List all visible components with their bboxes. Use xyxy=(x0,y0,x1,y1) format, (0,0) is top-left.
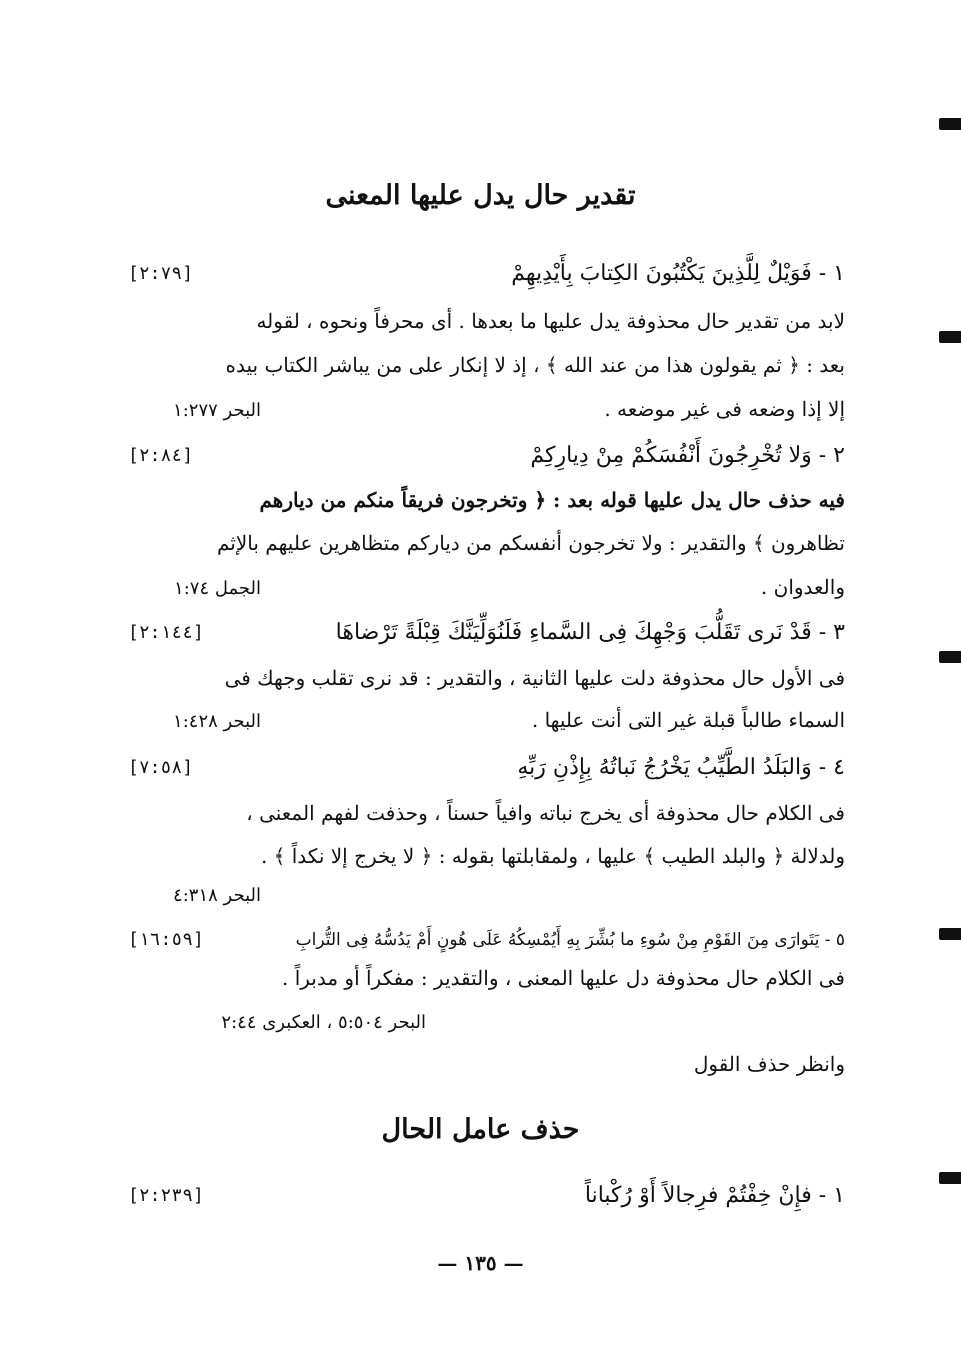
verse-reference: [٢:٨٤] xyxy=(128,445,194,466)
section-title: تقدير حال يدل عليها المعنى xyxy=(325,180,636,211)
verse-text: ٣ - قَدْ نَرى تَقَلُّبَ وَجْهِكَ فِى السَّماءِ فَلَنُوَلِّيَنَّكَ قِبْلَةً تَرْضاهَا xyxy=(335,620,845,645)
commentary-line: لابد من تقدير حال محذوفة يدل عليها ما بعدها . أى محرفاً ونحوه ، لقوله xyxy=(256,309,845,333)
entry-verse-row xyxy=(126,615,845,651)
binding-mark xyxy=(939,118,961,130)
entry-verse-row xyxy=(126,1178,845,1214)
verse-reference: [٢:٧٩] xyxy=(128,263,194,284)
commentary-line: بعد : ﴿ ثم يقولون هذا من عند الله ﴾ ، إذ لا إنكار على من يباشر الكتاب بيده xyxy=(225,353,845,377)
commentary-line: فيه حذف حال يدل عليها قوله بعد : ﴿ وتخرجون فريقاً منكم من ديارهم xyxy=(259,488,845,512)
commentary-line: فى الأول حال محذوفة دلت عليها الثانية ، والتقدير : قد نرى تقلب وجهك فى xyxy=(224,666,845,690)
verse-text: ٢ - وَلا تُخْرِجُونَ أَنْفُسَكُمْ مِنْ دِيارِكِمْ xyxy=(530,443,845,468)
binding-mark xyxy=(939,331,961,343)
commentary-line: ولدلالة ﴿ والبلد الطيب ﴾ عليها ، ولمقابلتها بقوله : ﴿ لا يخرج إلا نكداً ﴾ . xyxy=(260,844,845,868)
commentary-line: إلا إذا وضعه فى غير موضعه . xyxy=(604,397,845,421)
source-citation: البحر ٤:٣١٨ xyxy=(173,885,261,906)
source-citation: البحر ١:٤٢٨ xyxy=(173,711,261,732)
commentary-line: السماء طالباً قبلة غير التى أنت عليها . xyxy=(531,708,845,732)
commentary-line: فى الكلام حال محذوفة دل عليها المعنى ، والتقدير : مفكراً أو مدبراً . xyxy=(281,966,845,990)
commentary-line: فى الكلام حال محذوفة أى يخرج نباته وافياً حسناً ، وحذفت لفهم المعنى ، xyxy=(246,801,845,825)
verse-text: ٤ - وَالبَلَدُ الطَّيِّبُ يَخْرُجُ نَباتُهُ بِإِذْنِ رَبِّهِ xyxy=(517,755,845,780)
commentary-line: تظاهرون ﴾ والتقدير : ولا تخرجون أنفسكم من دياركم متظاهرين عليهم بالإثم xyxy=(216,531,845,555)
entry-verse-row xyxy=(126,750,845,786)
see-also-note: وانظر حذف القول xyxy=(693,1052,845,1076)
page-number: — ١٣٥ — xyxy=(437,1251,524,1275)
entry-verse-row xyxy=(126,922,845,958)
binding-mark xyxy=(939,651,961,663)
verse-reference: [٢:١٤٤] xyxy=(128,622,204,643)
source-citation: الجمل ١:٧٤ xyxy=(174,578,261,599)
entry-verse-row xyxy=(126,256,845,292)
verse-text: ١ - فَوَيْلٌ لِلَّذِينَ يَكْتُبُونَ الكِتابَ بِأَيْدِيهِمْ xyxy=(511,261,845,286)
entry-verse-row xyxy=(126,438,845,474)
section-title: حذف عامل الحال xyxy=(381,1114,580,1145)
verse-text: ٥ - يَتَوارَى مِنَ القَوْمِ مِنْ سُوءِ ما بُشِّرَ بِهِ أَيُمْسِكُهُ عَلَى هُونٍ أَمْ يَدُسُّهُ فِى التُّرابِ xyxy=(295,930,845,950)
binding-mark xyxy=(939,1172,961,1184)
verse-reference: [٧:٥٨] xyxy=(128,757,194,778)
binding-mark xyxy=(939,928,961,940)
source-citation: البحر ٥:٥٠٤ ، العكبرى ٢:٤٤ xyxy=(221,1012,426,1033)
verse-text: ١ - فإِنْ خِفْتُمْ فرِجالاً أَوْ رُكْباناً xyxy=(584,1183,845,1208)
verse-reference: [٢:٢٣٩] xyxy=(128,1185,204,1206)
commentary-line: والعدوان . xyxy=(760,575,845,599)
verse-reference: [١٦:٥٩] xyxy=(128,929,204,950)
source-citation: البحر ١:٢٧٧ xyxy=(173,400,261,421)
